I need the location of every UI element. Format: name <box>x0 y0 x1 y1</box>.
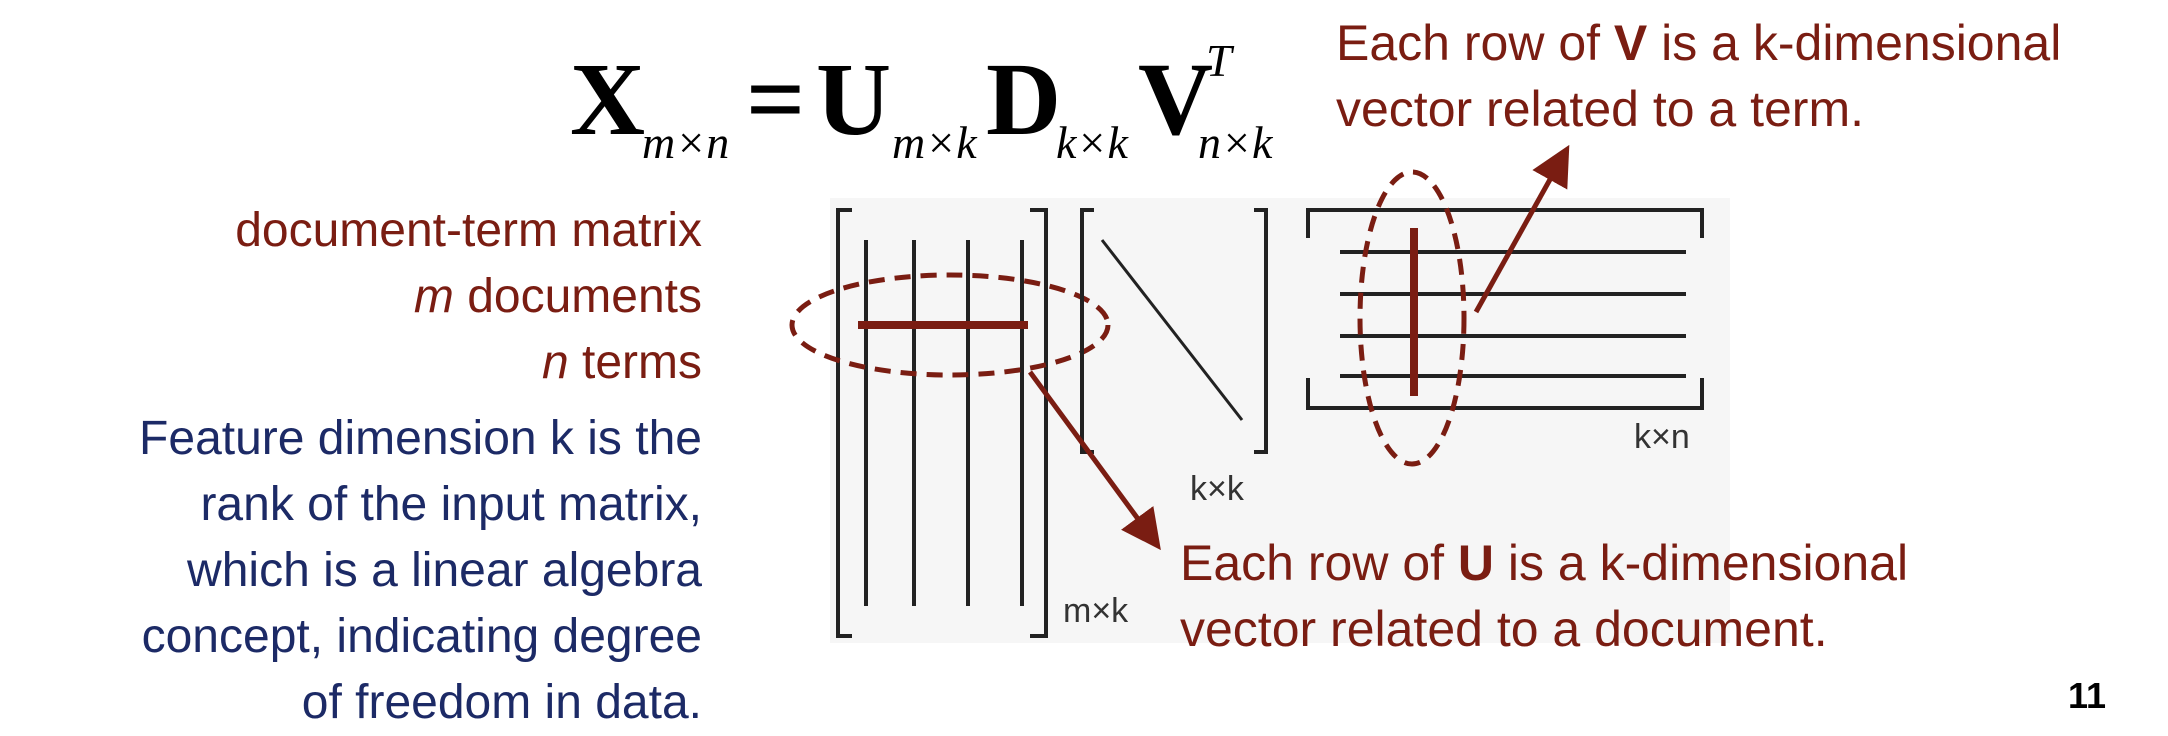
eq-v: V <box>1138 42 1214 157</box>
m-documents-text: documents <box>453 270 702 323</box>
callout-u-line-2: vector related to a document. <box>1180 601 1828 657</box>
eq-v-sub: n×k <box>1198 117 1273 168</box>
doc-term-label: document-term matrix <box>235 204 702 257</box>
callout-v-suffix: is a k-dimensional <box>1647 15 2062 71</box>
eq-d: D <box>986 42 1062 157</box>
eq-equals: = <box>746 42 806 157</box>
callout-u-line-1 <box>1180 530 1908 596</box>
eq-v-sup: T <box>1206 35 1232 86</box>
feature-line-1: Feature dimension k is the <box>139 412 702 465</box>
feature-line-2: rank of the input matrix, <box>200 478 702 531</box>
callout-u-suffix: is a k-dimensional <box>1494 535 1909 591</box>
u-dim-label: m×k <box>1063 592 1129 630</box>
eq-x-sub: m×n <box>642 117 730 168</box>
eq-u-sub: m×k <box>892 117 977 168</box>
d-dim-label: k×k <box>1190 470 1244 508</box>
n-italic: n <box>541 336 569 389</box>
feature-line-3: which is a linear algebra <box>187 544 702 597</box>
callout-v-bold: V <box>1613 15 1648 71</box>
eq-d-sub: k×k <box>1056 117 1128 168</box>
feature-line-4: concept, indicating degree <box>141 610 702 663</box>
eq-u: U <box>816 42 892 157</box>
feature-line-5: of freedom in data. <box>301 676 702 729</box>
callout-u-bold: U <box>1457 535 1495 591</box>
callout-u-prefix: Each row of <box>1180 535 1458 591</box>
callout-v-line-2: vector related to a term. <box>1336 81 1865 137</box>
n-terms-text: terms <box>568 336 702 389</box>
page-number: 11 <box>2067 675 2106 716</box>
eq-x: X <box>570 42 646 157</box>
m-italic: m <box>413 270 454 323</box>
callout-v-line-1 <box>1336 10 2061 76</box>
v-dim-label: k×n <box>1634 418 1690 456</box>
callout-v-prefix: Each row of <box>1336 15 1614 71</box>
